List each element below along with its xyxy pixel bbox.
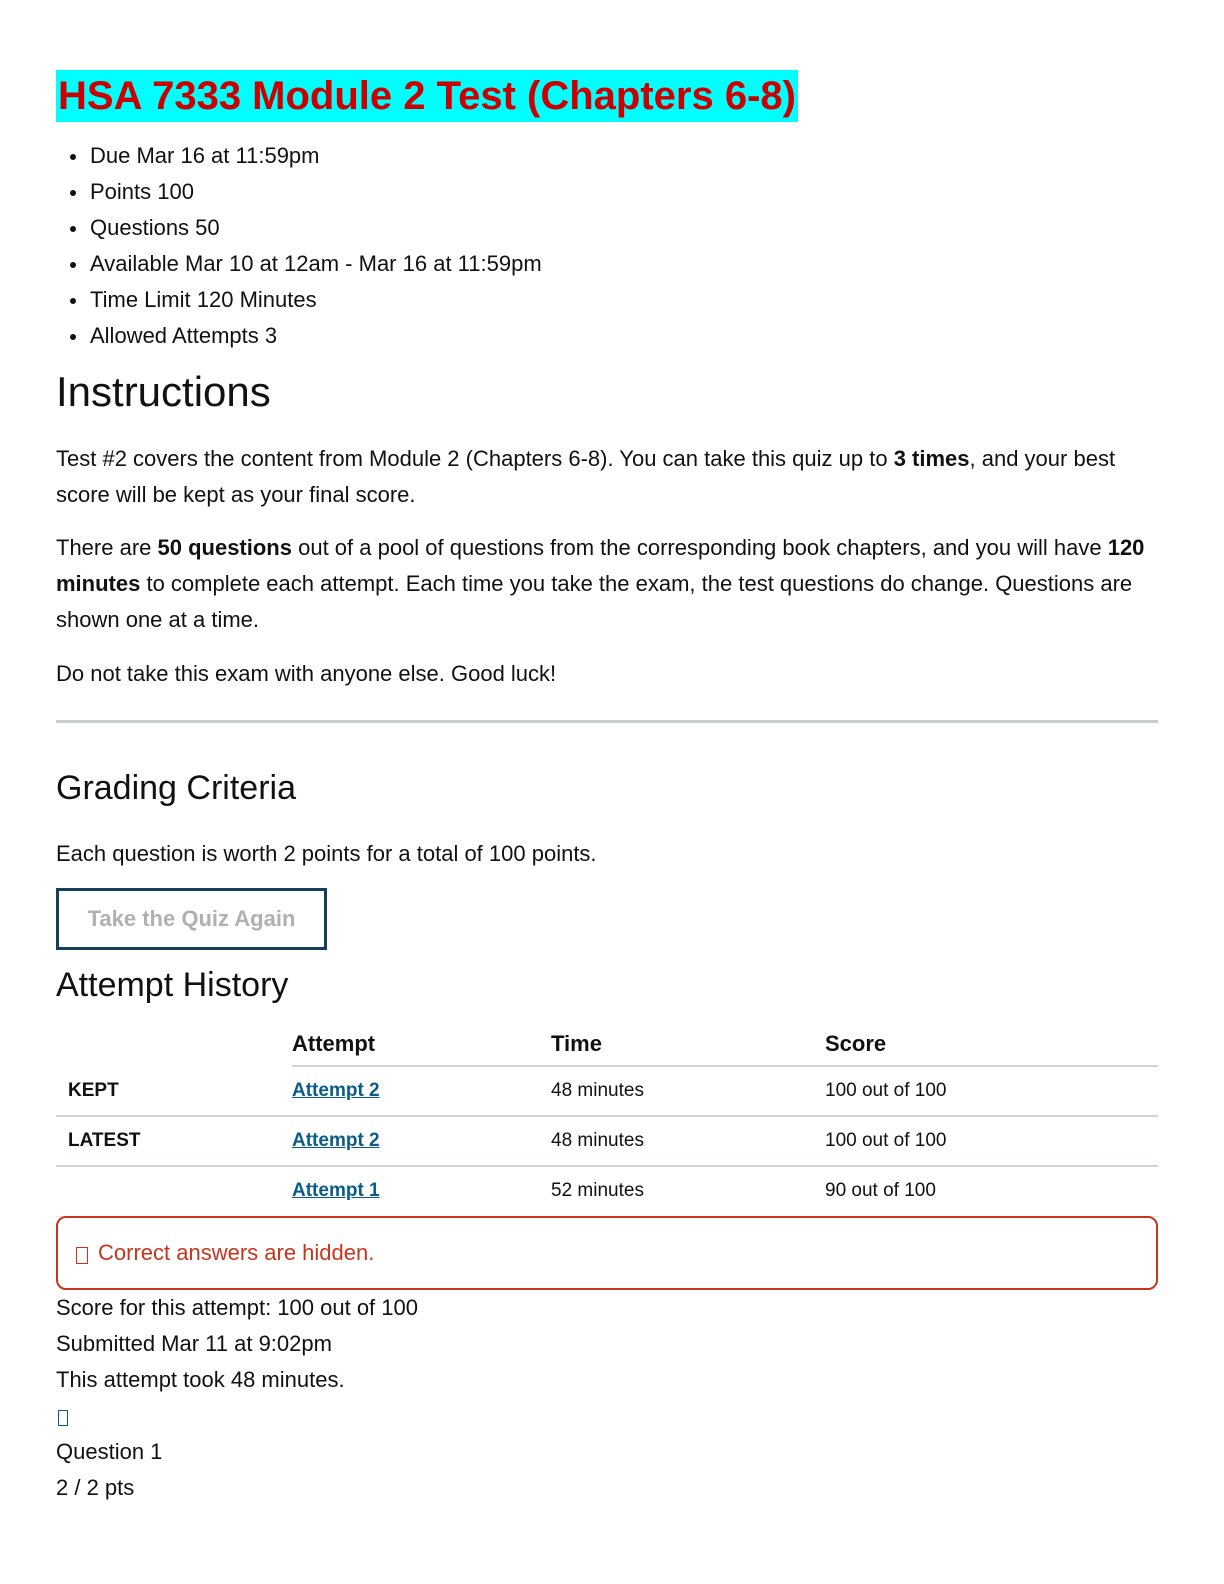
instructions-paragraph-1 — [56, 441, 1156, 513]
answers-hidden-alert — [56, 1216, 1158, 1290]
page-title: HSA 7333 Module 2 Test (Chapters 6-8) — [56, 70, 798, 122]
p2-bold-questions: 50 questions — [157, 535, 292, 560]
question-points: 2 / 2 pts — [56, 1475, 135, 1500]
attempt-duration: This attempt took 48 minutes. — [56, 1367, 345, 1392]
p1-bold-attempts: 3 times — [893, 446, 970, 471]
instructions-heading: Instructions — [56, 368, 271, 415]
attempt-link[interactable]: Attempt 1 — [292, 1180, 380, 1202]
row-time: 48 minutes — [551, 1066, 825, 1116]
table-row — [56, 1066, 1158, 1116]
meta-questions: Questions 50 — [70, 210, 542, 246]
p2-bold-minutes: 120 minutes — [56, 535, 1145, 596]
header-attempt: Attempt — [292, 1022, 551, 1066]
p1-text-c: , and your best score will be kept as your final score. — [56, 446, 1116, 507]
alert-text: Correct answers are hidden. — [98, 1240, 375, 1265]
row-time: 48 minutes — [551, 1116, 825, 1166]
attempt-history-heading: Attempt History — [56, 966, 289, 1004]
instructions-paragraph-2 — [56, 530, 1156, 638]
p2-text-c: out of a pool of questions from the corresponding book chapters, and you will have — [291, 535, 1108, 560]
quiz-meta-list — [70, 138, 542, 354]
row-time: 52 minutes — [551, 1166, 825, 1216]
header-time: Time — [551, 1022, 825, 1066]
question-header — [56, 1434, 162, 1506]
table-row — [56, 1166, 1158, 1216]
info-icon — [76, 1247, 88, 1264]
section-divider — [56, 720, 1158, 723]
meta-due: Due Mar 16 at 11:59pm — [70, 138, 542, 174]
question-label: Question 1 — [56, 1439, 163, 1464]
row-status — [56, 1166, 292, 1216]
meta-allowed-attempts: Allowed Attempts 3 — [70, 318, 542, 354]
row-score: 100 out of 100 — [825, 1066, 1158, 1116]
attempt-summary — [56, 1290, 418, 1398]
row-score: 100 out of 100 — [825, 1116, 1158, 1166]
row-status: KEPT — [56, 1066, 292, 1116]
flag-icon[interactable] — [58, 1410, 68, 1426]
row-score: 90 out of 100 — [825, 1166, 1158, 1216]
attempt-link[interactable]: Attempt 2 — [292, 1130, 380, 1151]
table-header-row — [56, 1022, 1158, 1066]
header-status — [56, 1022, 292, 1066]
row-status: LATEST — [56, 1116, 292, 1166]
meta-points: Points 100 — [70, 174, 542, 210]
attempt-score: Score for this attempt: 100 out of 100 — [56, 1295, 418, 1320]
meta-time-limit: Time Limit 120 Minutes — [70, 282, 542, 318]
attempt-submitted: Submitted Mar 11 at 9:02pm — [56, 1331, 332, 1356]
meta-available: Available Mar 10 at 12am - Mar 16 at 11:59pm — [70, 246, 542, 282]
instructions-paragraph-3: Do not take this exam with anyone else. Good luck! — [56, 661, 557, 686]
take-quiz-again-button[interactable]: Take the Quiz Again — [56, 888, 327, 950]
table-row — [56, 1116, 1158, 1166]
grading-heading: Grading Criteria — [56, 769, 296, 807]
p2-text-a: There are — [56, 535, 158, 560]
p1-text-a: Test #2 covers the content from Module 2 (Chapters 6-8). You can take this quiz up to — [56, 446, 894, 471]
attempt-link[interactable]: Attempt 2 — [292, 1080, 380, 1101]
title-wrap — [56, 70, 798, 122]
p2-text-e: to complete each attempt. Each time you take the exam, the test questions do change. Questions are shown one at a time. — [56, 571, 1133, 632]
attempt-history-table — [56, 1022, 1158, 1217]
grading-text: Each question is worth 2 points for a total of 100 points. — [56, 841, 597, 866]
header-score: Score — [825, 1022, 1158, 1066]
